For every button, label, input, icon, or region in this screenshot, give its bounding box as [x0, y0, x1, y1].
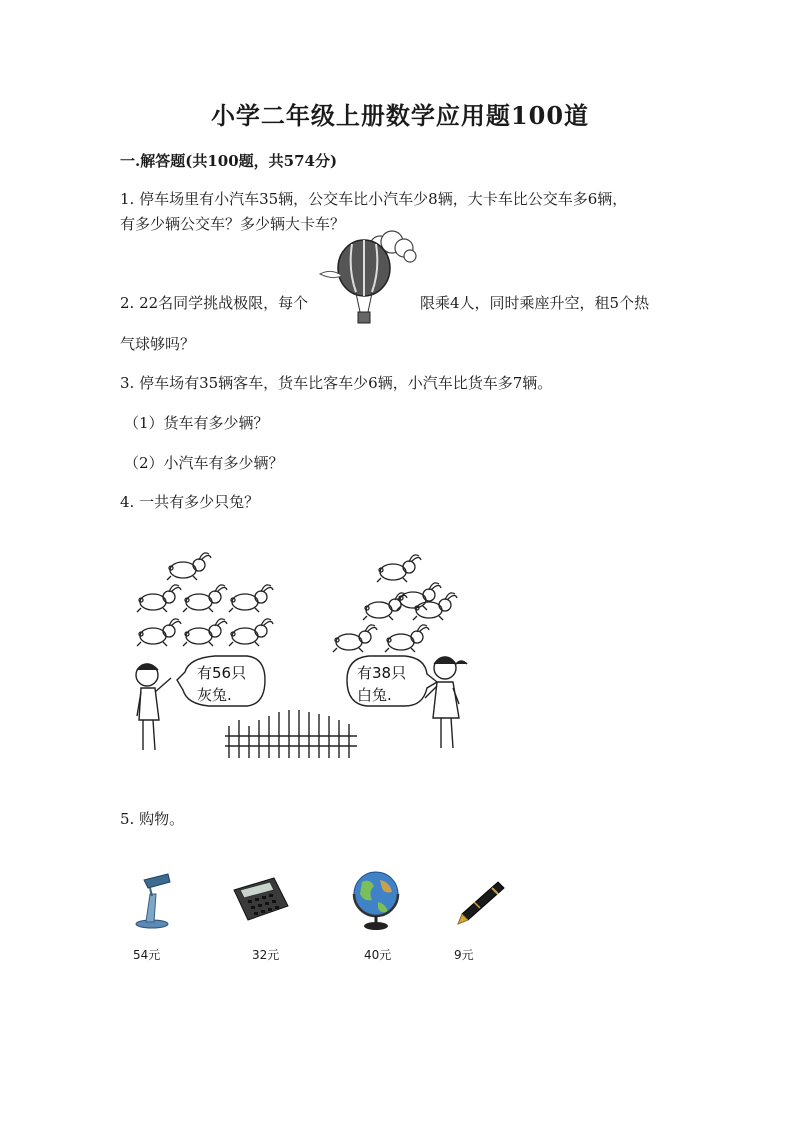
question-3-sub-1: （1）货车有多少辆？: [124, 414, 269, 432]
question-3-sub-2: （2）小汽车有多少辆？: [124, 454, 284, 472]
page-title: 小学二年级上册数学应用题100道: [210, 101, 590, 130]
question-2-line-1a: 2. 22名同学挑战极限，每个: [120, 294, 309, 312]
globe-icon: [348, 868, 408, 934]
hot-air-balloon-icon: [318, 230, 418, 330]
girl-bubble-line-2: 白兔.: [357, 686, 392, 704]
rabbit-illustration: [125, 540, 485, 770]
question-5-line-1: 5. 购物。: [120, 810, 185, 828]
girl-speech-bubble: [347, 656, 437, 706]
calculator-icon: [230, 876, 290, 926]
question-1-line-2: 有多少辆公交车？多少辆大卡车？: [120, 215, 346, 233]
girl-bubble-line-1: 有38只: [357, 664, 407, 682]
section-heading: 一.解答题(共100题，共574分): [120, 152, 338, 170]
question-4-line-1: 4. 一共有多少只兔？: [120, 493, 260, 511]
boy-bubble-line-1: 有56只: [197, 664, 247, 682]
globe-price: 40元: [364, 948, 392, 962]
question-2-line-2: 气球够吗？: [120, 335, 196, 353]
white-rabbits: [333, 555, 457, 652]
question-2-line-1b: 限乘4人，同时乘座升空，租5个热: [420, 294, 650, 312]
fence: [225, 710, 357, 758]
gray-rabbits: [137, 553, 273, 646]
question-1-line-1: 1. 停车场里有小汽车35辆，公交车比小汽车少8辆，大卡车比公交车多6辆，: [120, 190, 628, 208]
question-3-line-1: 3. 停车场有35辆客车，货车比客车少6辆，小汽车比货车多7辆。: [120, 374, 553, 392]
desk-lamp-icon: [130, 872, 180, 932]
boy-bubble-line-2: 灰兔.: [197, 686, 232, 704]
boy-speech-bubble: [177, 656, 265, 706]
lamp-price: 54元: [133, 948, 161, 962]
boy-figure: [136, 664, 171, 750]
calculator-price: 32元: [252, 948, 280, 962]
girl-figure: [425, 657, 467, 748]
pen-icon: [452, 876, 512, 926]
pen-price: 9元: [454, 948, 474, 962]
